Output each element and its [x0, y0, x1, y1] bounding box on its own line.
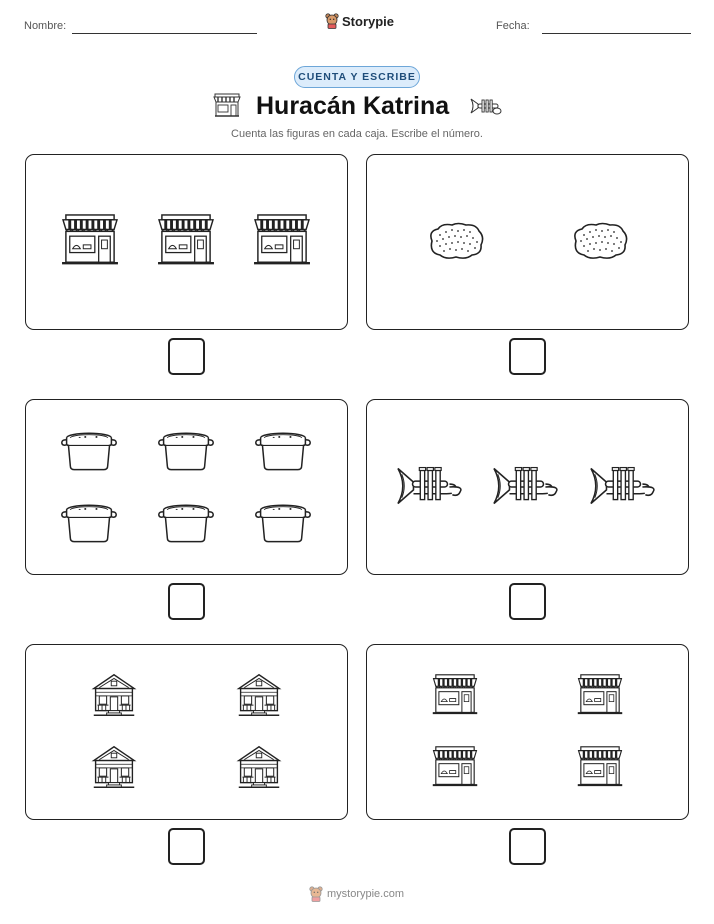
footer-url[interactable]: mystorypie.com [327, 888, 405, 900]
storefront-icon [61, 214, 119, 268]
name-line[interactable] [72, 33, 257, 34]
cooking-pot-icon [255, 502, 311, 544]
answer-box-1[interactable] [168, 338, 205, 375]
bear-mascot-icon [325, 13, 339, 29]
cooking-pot-icon [61, 430, 117, 472]
count-box-5 [25, 644, 348, 820]
cooking-pot-icon [158, 430, 214, 472]
storefront-icon [577, 674, 623, 717]
storefront-icon [213, 93, 241, 119]
bread-icon [426, 221, 486, 261]
house-icon [236, 672, 282, 718]
trumpet-icon [396, 464, 464, 508]
cooking-pot-icon [158, 502, 214, 544]
storefront-icon [577, 746, 623, 789]
count-box-3 [25, 399, 348, 575]
answer-box-4[interactable] [509, 583, 546, 620]
house-icon [91, 672, 137, 718]
date-label: Fecha: [496, 20, 530, 32]
trumpet-icon [492, 464, 560, 508]
cooking-pot-icon [255, 430, 311, 472]
brand-logo [325, 13, 394, 29]
footer [309, 886, 404, 902]
name-label: Nombre: [24, 20, 67, 32]
storefront-icon [157, 214, 215, 268]
house-icon [236, 744, 282, 790]
storefront-icon [253, 214, 311, 268]
house-icon [91, 744, 137, 790]
bear-mascot-icon [309, 886, 323, 902]
bread-icon [570, 221, 630, 261]
answer-box-6[interactable] [509, 828, 546, 865]
answer-box-2[interactable] [509, 338, 546, 375]
count-box-2 [366, 154, 689, 330]
brand-name: Storypie [342, 13, 395, 29]
trumpet-icon [470, 96, 502, 116]
trumpet-icon [589, 464, 657, 508]
cooking-pot-icon [61, 502, 117, 544]
instructions: Cuenta las figuras en cada caja. Escribe el número. [231, 128, 483, 140]
storefront-icon [432, 674, 478, 717]
answer-box-5[interactable] [168, 828, 205, 865]
date-line[interactable] [542, 33, 691, 34]
count-box-6 [366, 644, 689, 820]
worksheet-title: Huracán Katrina [256, 92, 450, 120]
storefront-icon [432, 746, 478, 789]
answer-box-3[interactable] [168, 583, 205, 620]
activity-badge: CUENTA Y ESCRIBE [294, 66, 420, 88]
